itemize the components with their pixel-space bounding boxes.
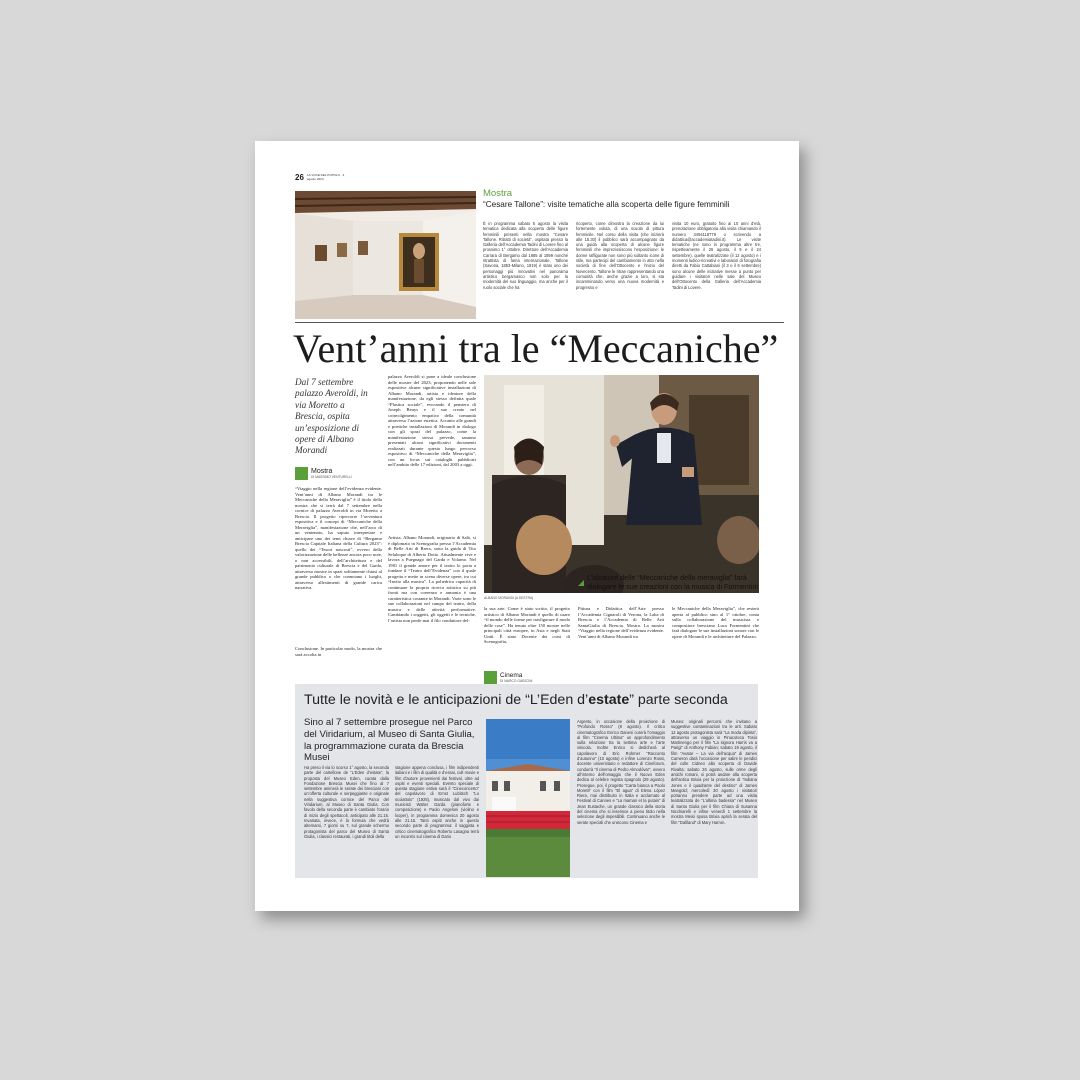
main-byline: DI MASSIMO VENTURELLI (311, 475, 353, 479)
cinema-column-1: Ha preso il via lo scorso 1° agosto, la seconda parte del cartellone de “L’Eden d’estate”, la proposta del Museo Eden, curata dalla Fondazione Brescia Musei che fino al 7 settembre animerà le serate dei bresciani con un’offerta culturale e serpeggiante e originale nella suggestiva cornice del Parco del Viridarium, al Museo di Santa Giulia. Con favolo della seconda parte è cambiato l’orario di inizio degli spettacoli, anticipato alle 21.15. Invariata, invece, è la formula che vedrà alternarsi, 7 giorni su 7, sul grande schermo protagonista del parco del Museo di Santa Giulia, i classici restaurati, i grandi titoli della (304, 765, 389, 839)
top-column-2: ricoperto, come dimostra la creazione da lui fortemente voluta, di una scuola di pittura femminile. Nel corso della visita (che inizierà alle 15.30) il pubblico sarà accompagnato da una guida alla scoperta di alcune figure femminili che impreziosiscono l’esposizione: le donne raffigurate non sono più soltanto icone di stile, ma partecipi del cambiamento in atto nella società di fine dell’Ottocento e l’inizio del Novecento. Tallone le ritrae rappresentando una comunità che, anche grazie a loro, si sta incamminando verso una nuova modernità e progresso e (576, 221, 664, 290)
main-column-3: la sua arte. Come è stato scritto, il progetto artistico di Albano Morandi è quello di usare “il mondo delle forme per trasfigurare il modo delle cose”. Ha tenuto oltre 150 mostre nelle principali città europee, in Asia e negli Stati Uniti. È stato Docente dei corsi di Scenografia, (484, 606, 570, 644)
main-intro: Dal 7 settembre palazzo Averoldi, in via Moretto a Brescia, ospita un’esposizione di opere di Albano Morandi (295, 377, 368, 456)
main-headline: Vent’anni tra le “Meccaniche” (293, 326, 779, 371)
section-marker-icon (295, 467, 308, 480)
cinema-headline-bold: estate (588, 692, 630, 708)
top-divider (295, 322, 784, 323)
top-column-1: È in programma sabato 5 agosto la visita tematica dedicata alla scoperta delle figure femminili presenti nella mostra “Cesare Tallone. Ritratti di società”, ospitata presso la Galleria dell’Accademia Tadini di Lovere fino al prossimo 1° ottobre. Direttore dell’Accademia Carrara di Bergamo dal 1885 al 1899 nonché ritrattista di fama internazionale, Tallone (Savona, 1853-Milano, 1919) è stato uno dei personaggi più innovativi nel panorama artistico bergamasco non solo per la modernità del suo linguaggio, ma anche per il ruolo sociale che ha (483, 221, 568, 290)
cinema-section-tag (484, 671, 532, 684)
main-photo-caption: L’ideatore delle “Meccaniche della meraviglia” farà dialogare le sue creazioni con la musica di Formentini (587, 573, 758, 591)
cinema-column-2: stagione appena conclusa, i film indipendenti italiani e i film di qualità e d’essai, cult movie e film d’autore provenienti dai festival, oltre ad ospiti e eventi speciali. Evento speciale di questa stagione estiva sarà il “Cineconcerto” del capolavoro di Ernst Lubitsch “Lo scoiattolo” (1925), musicato dal vivo dai musicisti Walter Garda (pianoforte e composizione) e Paolo Angeloni (violino e looper), in programma domenica 20 agosto alle 21.15. Tanti ospiti anche in questo secondo parte di programma: il saggista e critico cinematografico Roberto Lasagna terrà un incontro sul cinema di Dario (395, 765, 479, 839)
top-column-3: visita 10 euro, gratuito fino ai 10 anni d’età, prenotazione obbligatoria alla visita chiamando il numero 3494118779 o scrivendo a didattica@accademiatadini.it). Le visite tematiche (ne sono in programma altre tre, rispettivamente il 26 agosto, il 9 e il 24 settembre), quelle teatralizzate (il 12 agosto) e i momenti ludico-ricreativi e laboratori di fotografia diretti da Fabio Cattabiani (il 3 e il 6 settembre) sono alcune delle iniziative messe a punto per guidare i visitatori nelle sale del Museo dell’Ottocento della Galleria dell’Accademia Tadini di Lovere. (672, 221, 761, 290)
section-marker-icon (484, 671, 497, 684)
main-section-label: Mostra (311, 468, 333, 475)
cinema-byline: DI MARCO GARZONI (500, 679, 533, 683)
main-column-4: Pittura e Didattica dell’Arte presso l’Accademia Cignaroli di Verona, la Laba di Brescia e l’Accademia di Belle Arti SantaGiulia di Brescia. Mostra. La mostra “Viaggio nella regione dell’evidenza evidente. Vent’anni di Albano Morandi tra (578, 606, 664, 639)
main-photo-credit: ALBANO MORANDI (A DESTRA) (484, 596, 534, 600)
main-photo-image (484, 375, 759, 593)
cinema-headline (304, 692, 728, 708)
cinema-headline-part1: Tutte le novità e le anticipazioni de “L’Eden d’ (304, 692, 589, 708)
cinema-column-3: Argento, in occasione della proiezione di “Profondo Rosso” (8 agosto). Il critico cinematografico Enrico Danesi curerà l’omaggio al film “Cinema Ultima” un approfondimento sulla relazione tra la settima arte e l’arte vinicola. Inoltre Enrico si dedicherà al capolavoro di Eric Rohmer “Racconto d’autunno” (10 agosto) e infine Lorenzo Rossi, docente universitario e redattore di Cineforum, condurrà “Il cinema di Pedro Almodóvar”, ovvero all’interno dell’omaggio che il Nuovo Eden dedica al celebre regista spagnolo (29 agosto). Prosegue, poi, il progetto “Carta bianca a Paolo Moretti” con il film “El agua” di Elena López Riera, mai distribuito in Italia e acclamato al Festival di Cannes e “La maman et la putain” di Jean Eustache, un grande classico della storia del cinema che si inserisce a pieno titolo nella selezione degli imperdibili. Continuano anche le serate speciali che uniscono Cinema e (577, 719, 665, 825)
main-photo (484, 375, 759, 593)
main-column-1: “Viaggio nella regione dell’evidenza evidente. Vent’anni di Albano Morandi tra le Meccaniche della Meraviglia” è il titolo della mostra che si terrà dal 7 settembre nella cornice di palazzo Averoldi in via Moretto a Brescia. Il progetto ripercorre l’avventura espositiva e il concept di “Meccaniche della Meraviglia”, manifestazione che, nell’arco di un ventennio, ha saputo interpretare e anticipare uno dei temi chiave di “Bergamo Brescia Capitale Italiana della Cultura 2023”: quello dei “Tesori nascosti”, ovvero della valorizzazione delle bellezze ancora poco note, o non accessibili, dell’architettura e del patrimonio culturale di Brescia e del Garda, attraverso mostre in spazi solitamente chiusi al grande pubblico o che connotano i luoghi, attraverso allestimenti di grande carica narrativa. (295, 486, 382, 590)
gallery-photo (295, 191, 476, 319)
publication-name: LA VOCE DEL POPOLO · 4 agosto 2023 (307, 173, 345, 181)
caption-arrow-icon (578, 580, 584, 586)
cinema-photo-image (486, 719, 570, 877)
cinema-photo (486, 719, 570, 877)
cinema-section-label: Cinema (500, 672, 523, 679)
main-section-tag (295, 467, 352, 480)
newspaper-page (255, 141, 799, 911)
cinema-headline-part2: ” parte seconda (629, 692, 728, 708)
top-headline: “Cesare Tallone”: visite tematiche alla scoperta delle figure femminili (483, 200, 730, 209)
cinema-column-4: Museo: originali percorsi che invitano a suggestive contaminazioni tra le arti. Sabato 12 agosto protagonista sarà “La moda dipinta”, attraverso un viaggio in Pinacoteca Tosio Martinengo per il film “La signora Harris va a Parigi” di Anthony Fabian; sabato 19 agosto, il film “Avatar – La via dell’acqua” di James Cameron darà l’occasione per salire le pendici del colle Cidneo alla scoperta di Davide Rivalta; sabato 26 agosto, sulle orme degli antichi romani, si potrà andare alla scoperta dell’antica Brixia per la proiezione di “Indiana Jones e il quadrante del destino” di James Mangold; mercoledì 30 agosto i visitatori potranno prendere parte ad una visita teatralizzata de “L’ultima badessa” nel Museo di Santa Giulia per il film Chiara di Susanna Nicchiarelli e infine venerdì 1 settembre la mostra Meisi sposa Brixia aprirà la serata del film “Dalíland” di Mary Harron. (671, 719, 757, 825)
gallery-photo-image (295, 191, 476, 319)
page-number: 26 (295, 173, 304, 182)
main-column-1b: Conclusione. In particolar modo, la mostra che sarà accolta in (295, 646, 382, 657)
cinema-subhead: Sino al 7 settembre prosegue nel Parco del Viridarium, al Museo di Santa Giulia, la programmazione curata da Brescia Musei (304, 717, 475, 764)
top-section-label: Mostra (483, 188, 513, 199)
main-column-2a: palazzo Averoldi si pone a ideale conclusione delle mostre del 2023, proponendo nelle sale espositive alcune significative installazioni di Albano Morandi, artista e ideatore della manifestazione, da egli stesso definita quale “Plastica sociale”, evocando il pensiero di Joseph Beuys e il suo creato nel coinvolgimento empatico della comunità attraverso l’azione estetica. Accanto alle grandi e poetiche installazioni di Morandi in dialogo con gli spazi del palazzo, come la manifestazione stessa prevede, saranno presentati alcuni significativi documenti realizzati durante questo lungo percorso espositivo di “Meccaniche della Meraviglia”, con un focus sui cataloghi pubblicati nell’ambito delle 17 edizioni, dal 2003 a oggi. (388, 374, 476, 467)
main-column-2b: Artista. Albano Morandi, originario di Salò, si è diplomato in Scenografia presso l’Accademia di Belle Arti di Brera, sotto la guida di Tito Selaloque di Alberto Dotto. Attualmente vive e lavora a Puegnago del Garda e Volarno. Nel 1981 il grande amore per il teatro lo porta a fondare il “Teatro dell’Evidenza” con il quale progetta e mette in scena diverse opere, tra cui “Invito alla musica”. La poliedrica capacità di continuare la propria ricerca artistica su più fronti ma con coerenza e armonia è una caratteristica costante in Morandi. Varie sono le sue collaborazioni nel campo del teatro, della musica e delle attività performative. Cambiando i soggetti, gli oggetti e le tecniche, l’artista non perde mai il filo conduttore del- (388, 535, 476, 623)
main-column-5: le Meccaniche della Meraviglia”, che resterà aperta al pubblico sino al 1° ottobre, conta sulla collaborazione del musicista e compositore bresciano Luca Formentini che farà dialogare le sue installazioni sonore con le opere di Morandi e le architetture del Palazzo. (672, 606, 759, 639)
